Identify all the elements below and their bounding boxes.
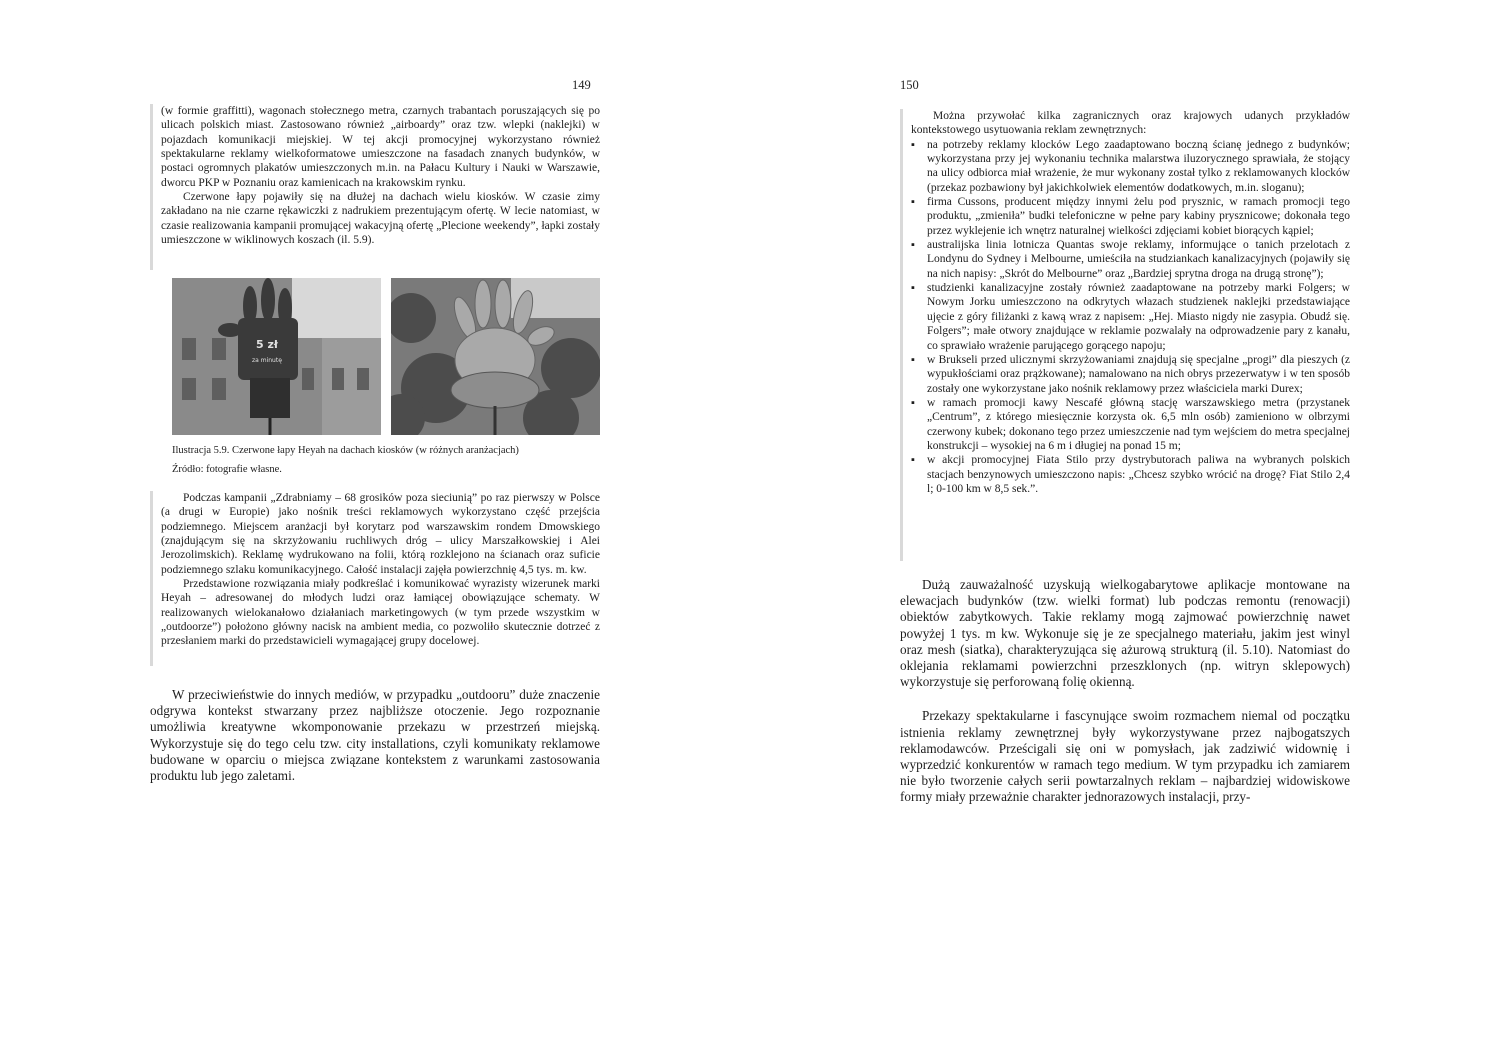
list-item: ▪ firma Cussons, producent między innymi żelu pod prysznic, w ramach promocji tego produktu, „zmieniła” budki telefoniczne w pełne pary kabiny prysznicowe; dokonała tego przez wyklejenie ich wnętrz naturalnej wielkości zdjęciami kobiet biorących kąpiel;	[911, 195, 1350, 238]
sidebar-rule	[150, 104, 153, 270]
boxed-intro: Można przywołać kilka zagranicznych oraz krajowych udanych przykładów kontekstowego usytuowania reklam zewnętrznych:	[911, 110, 1350, 137]
body-paragraph: Przekazy spektakularne i fascynujące swoim rozmachem niemal od początku istnienia reklamy zewnętrznej były wykorzystywane przez najbogatszych reklamodawców. Prześcigali się oni w pomysłach, jak zadziwić widownię i wyprzedzić konkurentów w ramach tego medium. W tym przypadku ich zamiarem nie było tworzenie całych serii powtarzalnych reklam – najbardziej widowiskowe formy miały przeważnie charakter jednorazowych instalacji, przy-	[900, 708, 1350, 805]
figure-source: Źródło: fotografie własne.	[172, 464, 282, 475]
figure-caption-title: Ilustracja 5.9. Czerwone łapy Heyah na dachach kiosków (w różnych aranżacjach)	[172, 445, 519, 456]
sidebar-rule	[900, 109, 903, 561]
examples-list	[911, 138, 1350, 497]
photo-heyah-hand-basket	[391, 278, 600, 435]
main-text-left	[150, 687, 600, 784]
boxed-paragraph: Podczas kampanii „Zdrabniamy – 68 grosików poza sieciunią” po raz pierwszy w Polsce (a drugi w Europie) jako nośnik treści reklamowych wykorzystano część przejścia podziemnego. Miejscem aranżacji był korytarz pod warszawskim rondem Dmowskiego (znajdującym się na skrzyżowaniu ruchliwych dróg – ulicy Marszałkowskiej i Alei Jerozolimskich). Reklamę wydrukowano na folii, którą rozklejono na ścianach oraz suficie podziemnego szlaku komunikacyjnego. Całość instalacji zajęła powierzchnię 4,5 tys. m. kw.	[161, 492, 600, 576]
list-item: ▪ studzienki kanalizacyjne zostały również zaadaptowane na potrzeby marki Folgers; w Nowym Jorku umieszczono na odkrytych włazach studzienek naklejki przedstawiające ujęcie z góry filiżanki z kawą wraz z napisem: „Hej. Miasto nigdy nie zasypia. Obudź się. Folgers”; małe otwory znajdujące w reklamie pozwalały na odprowadzenie pary z kanału, co sprawiało wrażenie parującego gorącego napoju;	[911, 281, 1350, 353]
list-item: ▪ w Brukseli przed ulicznymi skrzyżowaniami znajdują się specjalne „progi” dla pieszych (z wypukłościami oraz prążkowane); namalowano na nich obrys przezerwatyw i w ten sposób zostały one wykorzystane jako nośnik reklamowy przez właściciela marki Durex;	[911, 353, 1350, 396]
right-page	[750, 0, 1500, 1061]
boxed-text-bottom	[161, 491, 600, 649]
boxed-paragraph: Przedstawione rozwiązania miały podkreślać i komunikować wyrazisty wizerunek marki Heyah – adresowanej do młodych ludzi oraz łamiącej obowiązujące schematy. W realizowanych wielokanałowo działaniach marketingowych (w tym przede wszystkim w „outdoorze”) położono główny nacisk na ambient media, co pozwoliło skutecznie dotrzeć z przesłaniem marki do przedstawicieli wymagającej grupy docelowej.	[161, 578, 600, 648]
page-number-right: 150	[900, 78, 919, 92]
photo1-sign-subtext: za minutę	[252, 357, 282, 364]
boxed-examples	[911, 109, 1350, 496]
list-item: ▪ w ramach promocji kawy Nescafé główną stację warszawskiego metra (przystanek „Centrum”, z którego miesięcznie korzysta ok. 6,5 mln osób) zamieniono w olbrzymi czerwony kubek; dokonano tego przez umieszczenie nad tym wejściem do metra specjalnej konstrukcji – wysokiej na 6 m i długiej na ponad 15 m;	[911, 396, 1350, 453]
boxed-text-top	[161, 104, 600, 247]
figure-caption	[172, 441, 602, 479]
photo1-sign-text: 5 zł	[256, 338, 278, 351]
boxed-paragraph: Czerwone łapy pojawiły się na dłużej na dachach wielu kiosków. W czasie zimy zakładano na nie czarne rękawiczki z nadrukiem prezentującym ofertę. W lecie natomiast, w czasie realizowania kampanii promującej wakacyjną ofertę „Plecione weekendy”, łapki zostały umieszczone w wiklinowych koszach (il. 5.9).	[161, 191, 600, 247]
sidebar-rule	[150, 491, 153, 666]
body-paragraph: Dużą zauważalność uzyskują wielkogabarytowe aplikacje montowane na elewacjach budynków (tzw. wielki format) lub podczas remontu (renowacji) obiektów zabytkowych. Takie reklamy mogą zajmować powierzchnię nawet powyżej 1 tys. m kw. Wykonuje się je ze specjalnego materiału, jakim jest winyl oraz mesh (siatka), charakteryzująca się ażurową strukturą (il. 5.10). Natomiast do oklejania reklamami powierzchni przeszklonych (np. witryn sklepowych) wykorzystuje się perforowaną folię okienną.	[900, 577, 1350, 690]
page-number-left: 149	[572, 78, 591, 92]
body-paragraph: W przeciwieństwie do innych mediów, w przypadku „outdooru” duże znaczenie odgrywa kontekst stwarzany przez najbliższe otoczenie. Jego rozpoznanie umożliwia kreatywne wkomponowanie przekazu w przestrzeń miejską. Wykorzystuje się do tego celu tzw. city installations, czyli komunikaty reklamowe budowane w oparciu o miejsca związane kontekstem z warunkami zastosowania produktu lub jego zaletami.	[150, 687, 600, 784]
list-item: ▪ w akcji promocyjnej Fiata Stilo przy dystrybutorach paliwa na wybranych polskich stacjach benzynowych umieszczono napis: „Chcesz szybko wrócić na drogę? Fiat Stilo 2,4 l; 0-100 km w 8,5 sek.”.	[911, 453, 1350, 496]
photo-heyah-hand-glove	[172, 278, 381, 435]
list-item: ▪ australijska linia lotnicza Quantas swoje reklamy, informujące o tanich przelotach z Londynu do Sydney i Melbourne, umieściła na studziankach kanalizacyjnych (pojawiły się na nich napisy: „Skrót do Melbourne” oraz „Bardziej sprytna droga na drugą stronę”);	[911, 238, 1350, 281]
list-item: ▪ na potrzeby reklamy klocków Lego zaadaptowano boczną ścianę jednego z budynków; wykorzystana przy jej wykonaniu technika malarstwa iluzorycznego sprawiała, że stojący na ulicy odbiorca miał wrażenie, że mur wykonany został tylko z reklamowanych klocków (przekaz pozbawiony był jakichkolwiek elementów dodatkowych, m.in. sloganu);	[911, 138, 1350, 195]
main-text-right	[900, 577, 1350, 806]
paragraph-gap	[900, 690, 1350, 708]
boxed-paragraph: (w formie graffitti), wagonach stołecznego metra, czarnych trabantach poruszających się po ulicach polskich miast. Zastosowano również „airboardy” oraz tzw. wlepki (naklejki) w pojazdach komunikacji miejskiej. W tej akcji promocyjnej wykorzystano również spektakularne reklamy wielkoformatowe umieszczone na fasadach znanych budynków, w postaci ogromnych plakatów umieszczonych m.in. na Pałacu Kultury i Nauki w Warszawie, dworcu PKP w Poznaniu oraz kamienicach na krakowskim rynku.	[161, 105, 600, 189]
